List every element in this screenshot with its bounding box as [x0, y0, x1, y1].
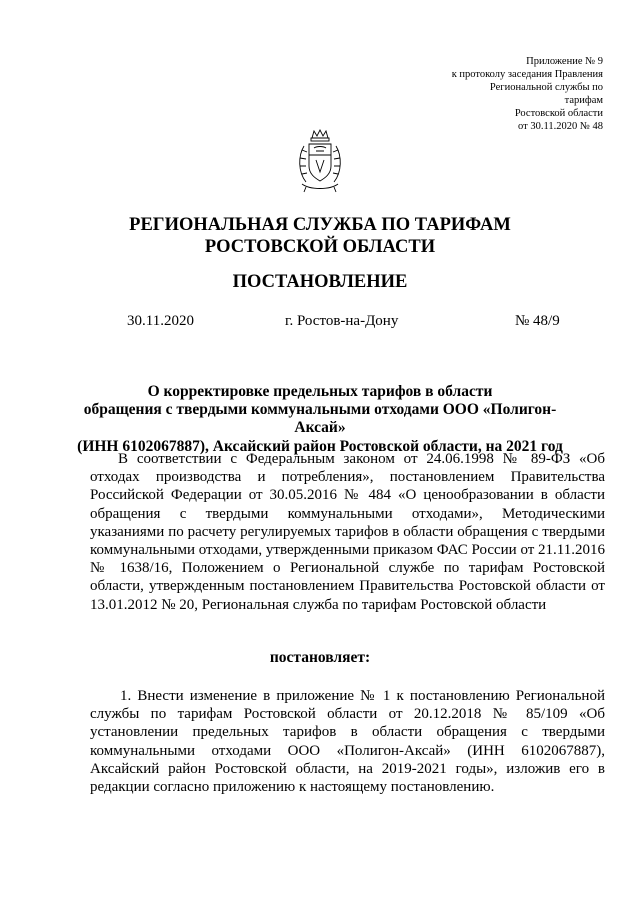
agency-title-line: РЕГИОНАЛЬНАЯ СЛУЖБА ПО ТАРИФАМ	[129, 215, 511, 235]
appendix-line: Региональной службы по	[489, 82, 603, 93]
agency-title	[0, 214, 640, 258]
subject-line: О корректировке предельных тарифов в области	[147, 383, 493, 400]
coat-of-arms-icon	[294, 128, 346, 194]
appendix-line: тарифам	[564, 95, 603, 106]
subject-line: обращения с твердыми коммунальными отходами ООО «Полигон-Аксай»	[83, 401, 557, 437]
document-city: г. Ростов-на-Дону	[285, 313, 399, 329]
appendix-note	[452, 55, 603, 133]
appendix-line: от 30.11.2020 № 48	[518, 121, 603, 132]
subject-line: (ИНН 6102067887), Аксайский район Ростовской области, на 2021 год	[77, 437, 563, 455]
document-subject	[60, 383, 580, 456]
appendix-line: Ростовской области	[514, 108, 603, 119]
appendix-line: Приложение № 9	[526, 56, 603, 67]
appendix-line: к протоколу заседания Правления	[451, 69, 603, 80]
document-number: № 48/9	[515, 313, 560, 329]
item-1-paragraph: 1. Внести изменение в приложение № 1 к постановлению Региональной службы по тарифам Ростовской области от 20.12.2018 № 85/109 «Об установлении предельных тарифов в области обращения с твердыми коммунальными отходами ООО «Полигон-Аксай» (ИНН 6102067887), Аксайский район Ростовской области, на 2019-2021 годы», изложив его в редакции согласно приложению к настоящему постановлению.	[90, 688, 605, 796]
document-type: ПОСТАНОВЛЕНИЕ	[232, 272, 408, 292]
decree-word: постановляет:	[269, 649, 371, 666]
agency-title-line: РОСТОВСКОЙ ОБЛАСТИ	[204, 237, 436, 257]
document-date: 30.11.2020	[127, 313, 194, 329]
preamble-paragraph: В соответствии с Федеральным законом от 24.06.1998 № 89-ФЗ «Об отходах производства и потребления», постановлением Правительства Российской Федерации от 30.05.2016 № 484 «О ценообразовании в области обращения с твердыми коммунальными отходами», Методическими указаниями по расчету регулируемых тарифов в области обращения с твердыми коммунальными отходами, утвержденными приказом ФАС России от 21.11.2016 № 1638/16, Положением о Региональной службе по тарифам Ростовской области, утвержденным постановлением Правительства Ростовской области от 13.01.2012 № 20, Региональная служба по тарифам Ростовской области	[90, 451, 605, 613]
